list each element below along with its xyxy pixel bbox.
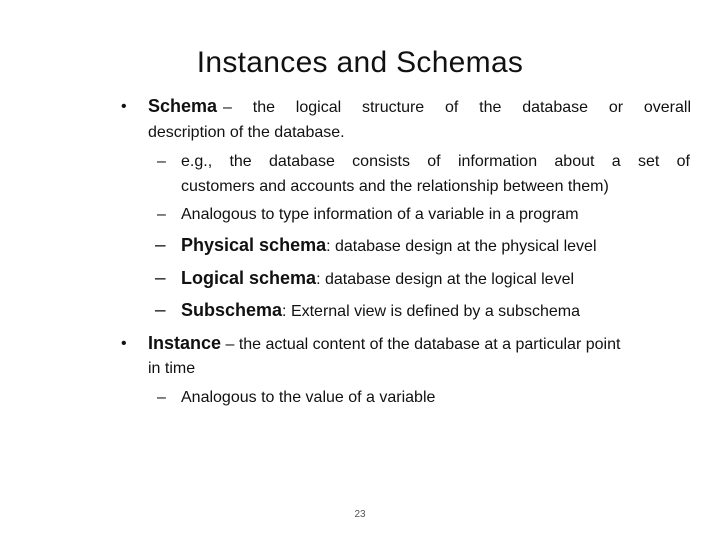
subschema-term: Subschema <box>181 300 283 320</box>
instance-definition-line1 <box>148 333 620 354</box>
logical-schema-term: Logical schema <box>181 268 317 288</box>
dash-analogous-type: – <box>157 206 166 223</box>
dash-subschema: – <box>155 300 166 321</box>
dash-analogous-value: – <box>157 389 166 406</box>
instance-analogous-value: Analogous to the value of a variable <box>181 389 436 406</box>
schema-analogous-type: Analogous to type information of a variable in a program <box>181 206 579 223</box>
physical-schema-def: : database design at the physical level <box>326 238 597 255</box>
page-number: 23 <box>354 509 366 520</box>
physical-schema-line <box>181 235 597 256</box>
subschema-line <box>181 300 580 321</box>
dash-physical: – <box>155 235 166 256</box>
subschema-def: : External view is defined by a subschema <box>282 303 580 320</box>
schema-example-line1: e.g., the database consists of information about a set of <box>181 153 690 170</box>
slide-title: Instances and Schemas <box>196 46 524 79</box>
instance-def-text: – the actual content of the database at a particular point <box>225 336 621 353</box>
physical-schema-term: Physical schema <box>181 235 327 255</box>
schema-definition-line2: description of the database. <box>148 124 345 141</box>
instance-definition-line2: in time <box>148 360 196 377</box>
schema-def-text: – the logical structure of the database or overall <box>223 99 691 116</box>
bullet-instance: • <box>121 335 127 352</box>
logical-schema-def: : database design at the logical level <box>316 271 575 288</box>
schema-example-line2: customers and accounts and the relationship between them) <box>181 178 609 195</box>
bullet-schema: • <box>121 98 127 115</box>
instance-term: Instance <box>148 333 222 353</box>
dash-eg: – <box>157 153 166 170</box>
schema-definition-line1 <box>148 96 691 117</box>
dash-logical: – <box>155 268 166 289</box>
schema-term: Schema <box>148 96 218 116</box>
logical-schema-line <box>181 268 574 289</box>
